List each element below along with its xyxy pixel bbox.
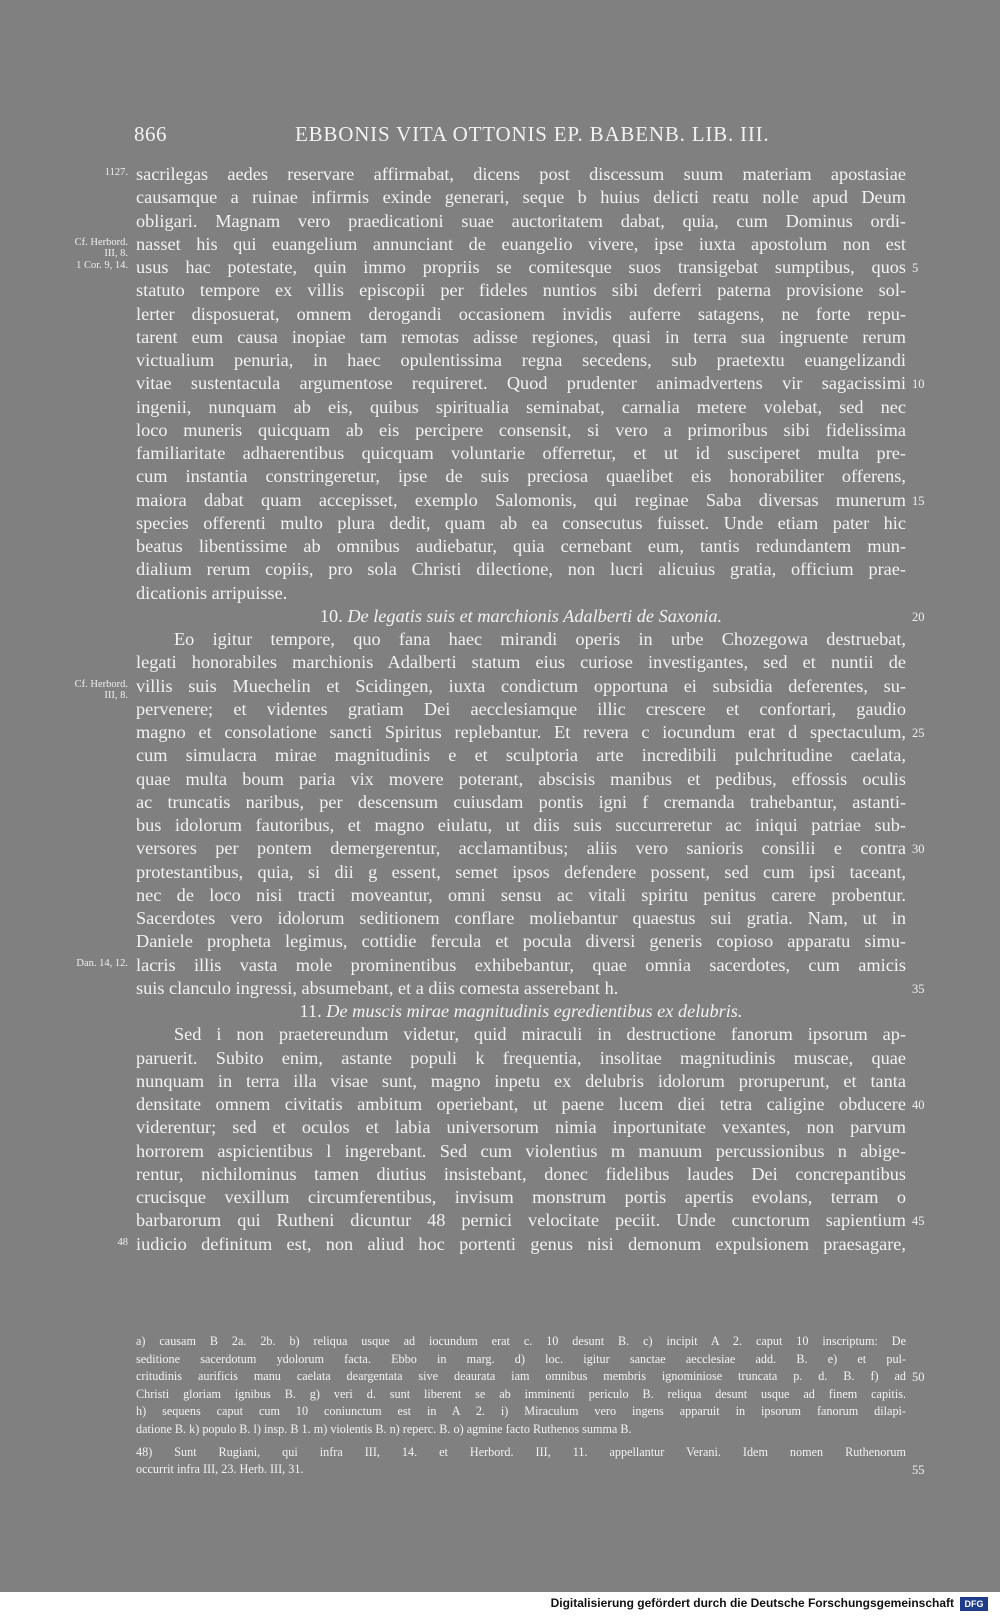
body-line: rentur, nichilominus tamen diutius insistebant, donec fidelibus laudes Dei concrepantibus — [136, 1163, 906, 1184]
body-line: protestantibus, quia, si dii g essent, semet ipsos defendere possent, sed cum ipsi taceant, — [136, 861, 906, 882]
margin-reference: Cf. Herbord. III, 8. — [74, 678, 128, 701]
line-number: 30 — [912, 842, 925, 857]
footnote-line: Christi gloriam ignibus B. g) veri d. sunt liberent se ab imminenti periculo B. reliqua desunt usque ad finem capitis. — [136, 1386, 906, 1401]
chapter-title: De legatis suis et marchionis Adalberti de Saxonia. — [347, 605, 723, 626]
line-number: 5 — [912, 261, 919, 275]
body-line: beatus libentissime ab omnibus audiebatur, quia cernebant eum, tantis redundantem mun- — [136, 536, 906, 556]
body-line: obligari. Magnam vero praedicationi suae auctoritatem dabat, quia, cum Dominus ordi- — [136, 210, 906, 231]
line-number: 15 — [912, 493, 925, 508]
body-line: villis suis Muechelin et Scidingen, iuxta condictum opportuna ei subsidia deferentes, su- — [136, 675, 906, 696]
line-number: 10 — [912, 377, 925, 392]
page-header — [0, 122, 1000, 152]
body-line: legati honorabiles marchionis Adalberti statum eius curiose investigantes, sed et nuntii de — [136, 652, 906, 673]
body-line: bus idolorum fautoribus, et magno eiulatu, ut diis suis succurreretur ac iniqui patriae sub- — [136, 815, 906, 835]
body-line: sacrilegas aedes reservare affirmabat, dicens post discessum suum materiam apostasiae — [136, 164, 906, 184]
line-number: 35 — [912, 981, 925, 996]
body-line: dialium rerum copiis, pro sola Christi dilectione, non lucri alicuius gratia, officium prae- — [136, 559, 906, 580]
footnote-line: occurrit infra III, 23. Herb. III, 31. — [136, 1462, 304, 1477]
body-line: familiaritate adhaerentibus quicquam voluntarie offerretur, et ut id susciperet multa pre- — [136, 443, 906, 463]
body-line: Eo igitur tempore, quo fana haec mirandi operis in urbe Chozegowa destruebat, — [174, 629, 906, 649]
body-line: vitae sustentacula argumentose requireret. Quod prudenter animadvertens vir sagacissimi — [136, 373, 906, 394]
margin-reference: 48 — [117, 1236, 128, 1248]
body-line: tarent eum causa inopiae tam remotas adisse regiones, quasi in terra sua ingruente rerum — [136, 326, 906, 347]
body-line: magno et consolatione sancti Spiritus replebantur. Et revera c iocundum erat d spectaculum, — [136, 722, 906, 742]
footnote-line: a) causam B 2a. 2b. b) reliqua usque ad iocundum erat c. 10 desunt B. c) incipit A 2. caput 10 inscriptum: De — [136, 1334, 906, 1348]
digitization-footer — [0, 1592, 1000, 1616]
body-line: horrorem aspicientibus l ingerebant. Sed cum violentius m manuum percussionibus n abige- — [136, 1140, 906, 1161]
body-line: barbarorum qui Rutheni dicuntur 48 pernici velocitate peciit. Unde cunctorum sapientium — [136, 1210, 906, 1231]
body-line: densitate omnem civitatis ambitum operiebant, ut paene lucem diei tetra caligine obducere — [136, 1094, 906, 1114]
body-line: viderentur; sed et oculos et labia universorum nimia inportunitate vexantes, non parvum — [136, 1117, 906, 1138]
footnote-48 — [136, 1444, 906, 1479]
main-text — [136, 163, 906, 1256]
body-line: paruerit. Subito enim, astante populi k frequentia, insolitae magnitudinis muscae, quae — [136, 1047, 906, 1068]
body-line: iudicio definitum est, non aliud hoc portenti genus nisi demonum expulsionem praesagare, — [136, 1233, 906, 1254]
body-line: dicationis arripuisse. — [136, 582, 288, 603]
page-number: 866 — [134, 122, 167, 146]
margin-reference: 1127. — [104, 167, 128, 178]
body-line: nec de loco nisi tracti moveantur, omni sensu ac vitali spiritu penitus carere probentur. — [136, 884, 906, 905]
body-line: lerter disposuerat, omnem derogandi occasionem invidis auferre satagens, ne forte repu- — [136, 303, 906, 324]
margin-reference: 1 Cor. 9, 14. — [76, 260, 128, 271]
footnote-line: critudinis aurificis manu caelata deargentata sive deaurata iam omnibus membris ignominiose truncata p. d. B. f) ad — [136, 1369, 906, 1384]
body-line: species offerenti multo plura dedit, quam ab ea consecutus fuisset. Unde etiam pater hic — [136, 512, 906, 533]
body-line: usus hac potestate, quin immo propriis se comitesque suos transigebat sumptibus, quos — [136, 257, 906, 277]
margin-reference: Dan. 14, 12. — [76, 957, 128, 969]
footnote-line: seditione sacerdotum ydolorum facta. Ebbo in marg. d) loc. igitur sanctae aecclesiae add. B. e) et pul- — [136, 1351, 906, 1366]
body-line: pervenere; et videntes gratiam Dei aecclesiamque illic crescere et confortari, gaudio — [136, 698, 906, 719]
body-line: cum simulacra mirae magnitudinis e et sculptoria arte incredibili pulchritudine caelata, — [136, 745, 906, 766]
body-line: quae multa boum paria vix movere poterant, abscisis manibus et pedibus, effossis oculis — [136, 768, 906, 789]
running-title: EBBONIS VITA OTTONIS EP. BABENB. LIB. III. — [295, 122, 770, 146]
line-number: 50 — [912, 1370, 925, 1385]
body-line: maiora dabat quam accepisset, exemplo Salomonis, qui reginae Saba diversas munerum — [136, 489, 906, 510]
body-line: nunquam in terra illa visae sunt, magno inpetu ex delubris idolorum proruperunt, et tanta — [136, 1070, 906, 1091]
chapter-number: 10. — [319, 605, 343, 626]
body-line: ac truncatis naribus, per descensum cuiusdam pontis igni f cremanda trahebantur, astanti- — [136, 791, 906, 812]
body-line: ingenii, nunquam ab eis, quibus spiritualia seminabat, carnalia metere volebat, sed nec — [136, 396, 906, 417]
line-number: 40 — [912, 1098, 925, 1112]
body-line: lacris illis vasta mole prominentibus exhibebantur, quae omnia sacerdotes, cum amicis — [136, 954, 906, 975]
footnote-line: h) sequens caput cum 10 coniunctum est in A 2. i) Miraculum vero ingens apparuit in ipsorum fanorum dilapi- — [136, 1404, 906, 1419]
line-number: 45 — [912, 1214, 925, 1229]
body-line: cum instantia constringeretur, ipse de suis preciosa quaelibet eis honorabiliter offerens, — [136, 466, 906, 487]
line-number: 25 — [912, 726, 925, 740]
line-number: 20 — [912, 609, 925, 624]
line-number: 55 — [912, 1463, 925, 1478]
funding-credit: Digitalisierung gefördert durch die Deutsche Forschungsgemeinschaft — [550, 1596, 954, 1610]
body-line: Daniele propheta legimus, cottidie fercula et pocula diversi generis copioso apparatu simu- — [136, 931, 906, 952]
chapter-number: 11. — [299, 1001, 322, 1021]
margin-reference: Cf. Herbord. III, 8. — [74, 236, 128, 259]
footnotes — [136, 1333, 906, 1479]
dfg-logo: DFG — [960, 1597, 988, 1611]
footnote-line: 48) Sunt Rugiani, qui infra III, 14. et Herbord. III, 11. appellantur Verani. Idem nomen Ruthenorum — [136, 1444, 906, 1459]
body-line: versores per pontem demergerentur, acclamantibus; aliis vero sanioris consilii e contra — [136, 838, 906, 859]
chapter-title: De muscis mirae magnitudinis egredientibus ex delubris. — [326, 1001, 743, 1021]
body-line: Sacerdotes vero idolorum seditionem conflare moliebantur quaestus sui gratia. Nam, ut in — [136, 908, 906, 928]
body-line: loco muneris quicquam ab eis percipere consensit, si vero a primoribus sibi fidelissima — [136, 419, 906, 440]
body-line: suis clanculo ingressi, absumebant, et a diis comesta asserebant h. — [136, 977, 619, 998]
footnote-line: datione B. k) populo B. l) insp. B 1. m) violentis B. n) reperc. B. o) agmine facto Ruthenos summa B. — [136, 1421, 632, 1436]
body-line: Sed i non praetereundum videtur, quid miraculi in destructione fanorum ipsorum ap- — [174, 1024, 906, 1045]
chapter-heading — [136, 1000, 906, 1023]
body-line: nasset his qui euangelium annunciant de euangelio vivere, ipse iuxta apostolum non est — [136, 233, 906, 254]
body-line: crucisque vexillum circumferentibus, invisum monstrum portis apertis evolans, terram o — [136, 1187, 906, 1207]
body-line: victualium penuria, in haec opulentissima regna secedens, sub praetextu euangelizandi — [136, 350, 906, 370]
body-line: causamque a ruinae infirmis exinde generari, seque b huius delicti reatu nolle apud Deum — [136, 187, 906, 208]
chapter-heading — [136, 605, 906, 628]
body-line: statuto tempore ex villis episcopii per fideles nuntios sibi deferri paterna provisione sol- — [136, 280, 906, 301]
